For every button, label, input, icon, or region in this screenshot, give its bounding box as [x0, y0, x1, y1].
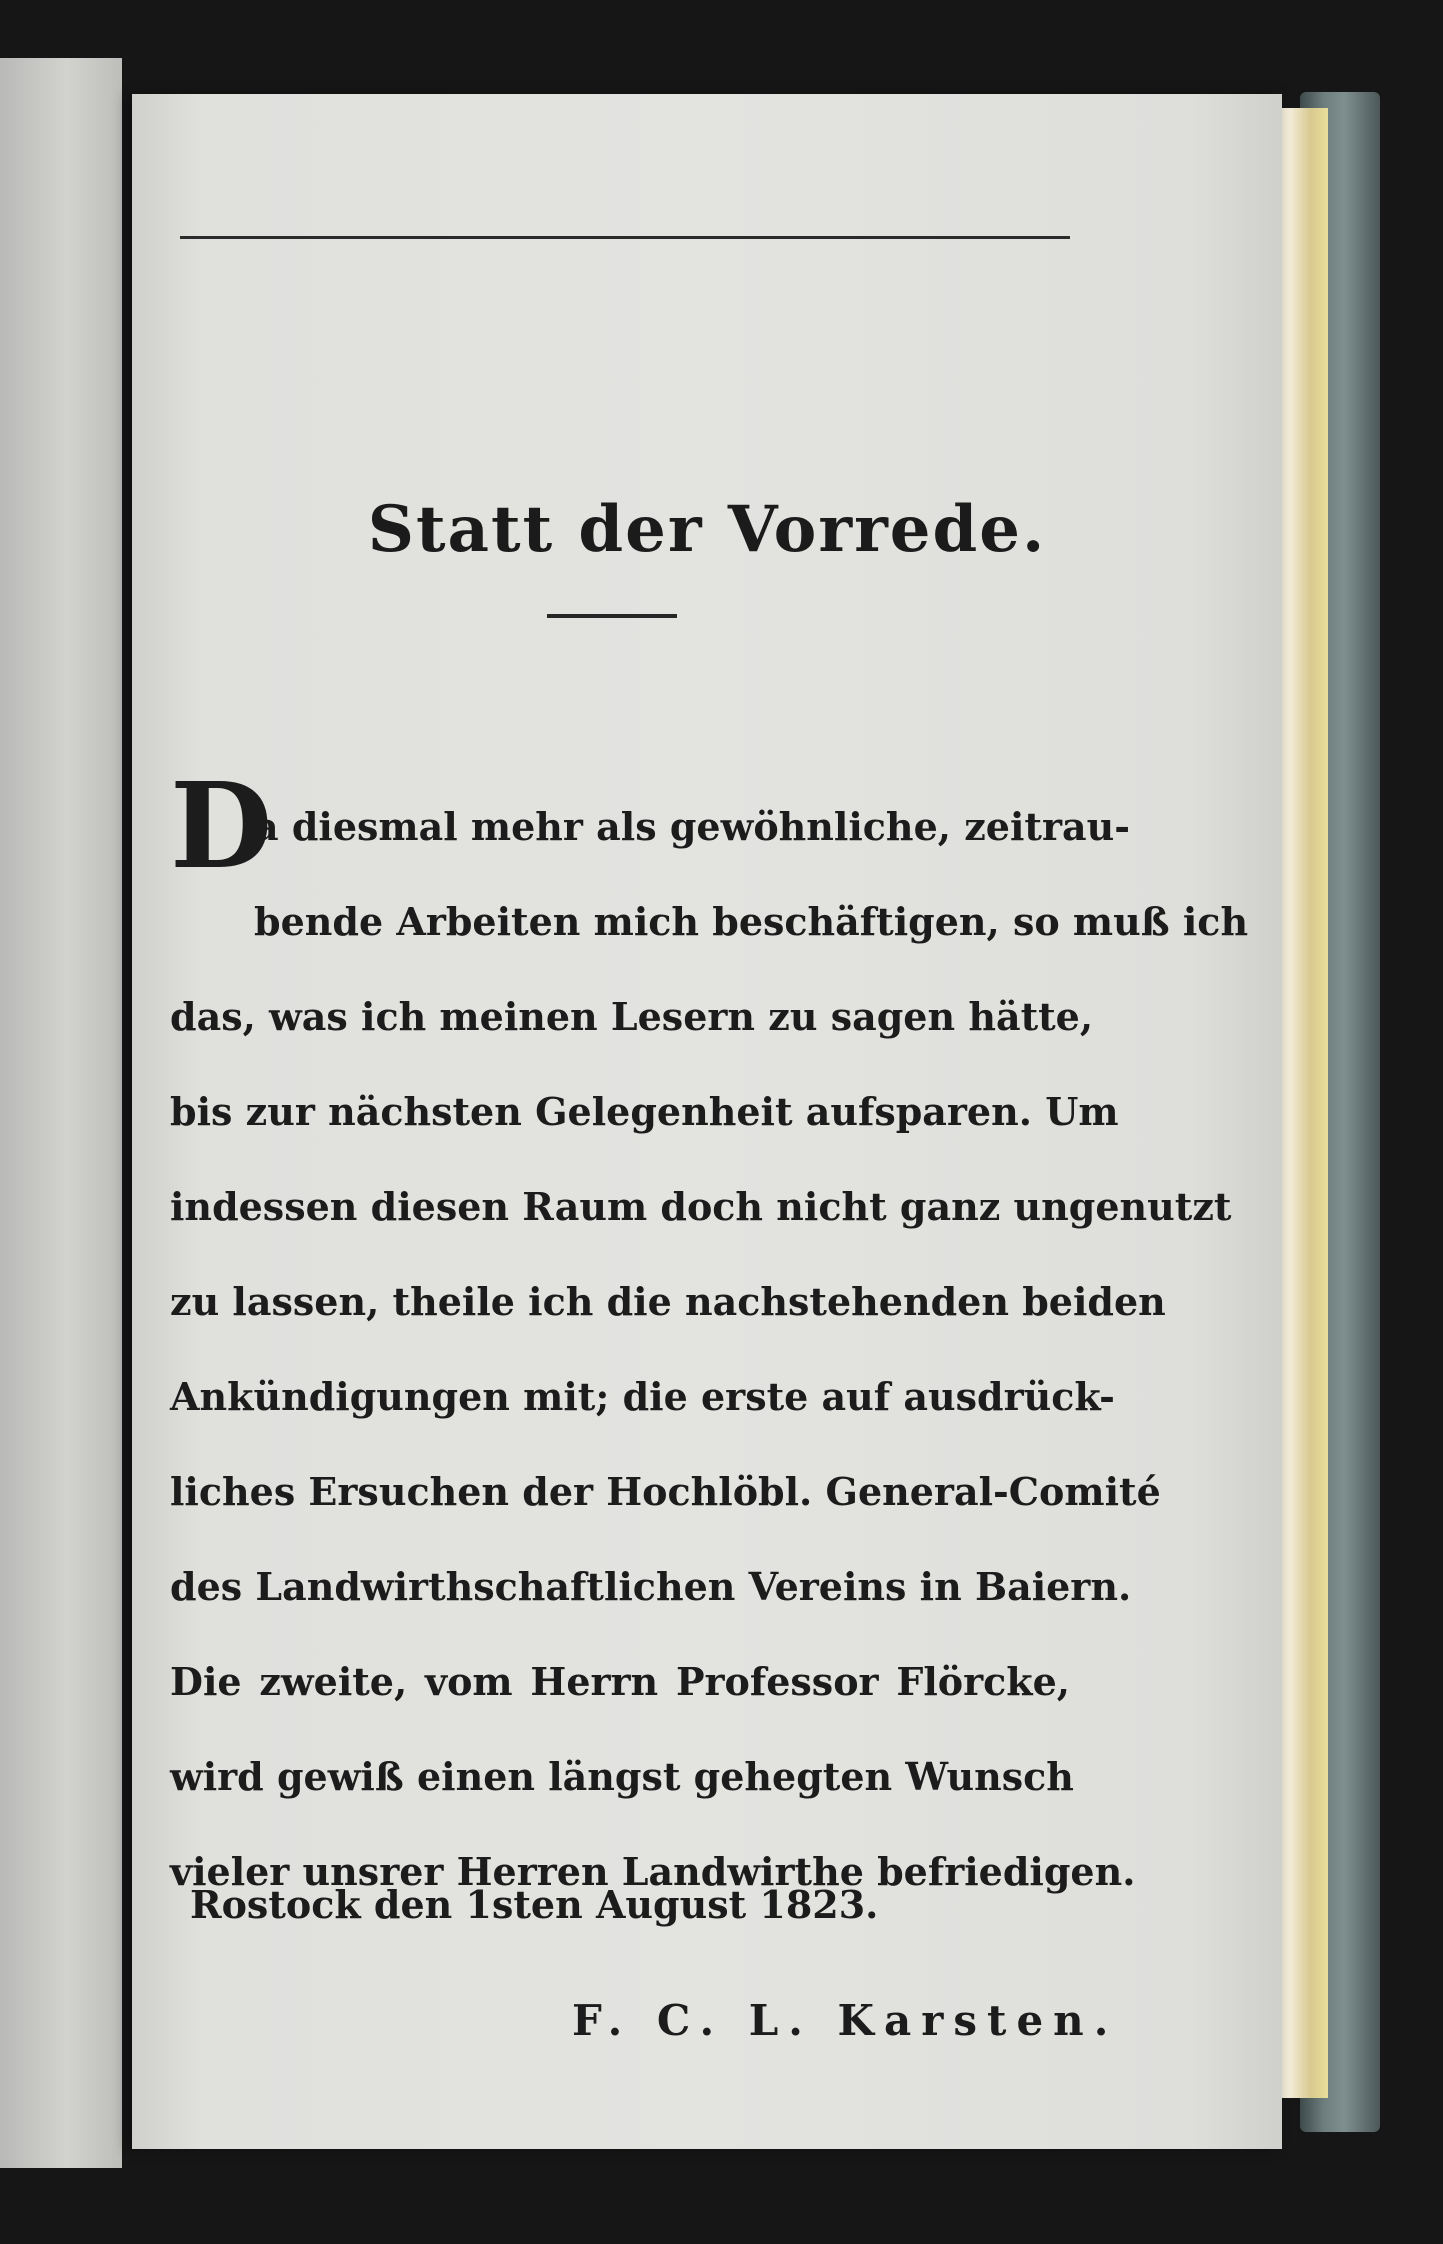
text-line: bende Arbeiten mich beschäftigen, so muß ich [254, 899, 1249, 944]
text-line: Ankündigungen mit; die erste auf ausdrück- [170, 1374, 1115, 1419]
text-line: a diesmal mehr als gewöhnliche, zeitrau- [254, 804, 1130, 849]
text-line: Die zweite, vom Herrn Professor Flörcke, [170, 1659, 1070, 1704]
text-line: zu lassen, theile ich die nachstehenden beiden [170, 1279, 1166, 1324]
facing-page-edge [0, 58, 122, 2168]
text-line: des Landwirthschaftlichen Vereins in Baiern. [170, 1564, 1132, 1609]
text-line: liches Ersuchen der Hochlöbl. General-Comité [170, 1469, 1161, 1514]
text-line: das, was ich meinen Lesern zu sagen hätte, [170, 994, 1094, 1039]
top-rule [180, 236, 1070, 239]
page-title: Statt der Vorrede. [367, 492, 1047, 567]
title-divider [547, 614, 677, 618]
text-line: indessen diesen Raum doch nicht ganz ungenutzt [170, 1184, 1232, 1229]
author-signature: F. C. L. Karsten. [572, 1996, 1119, 2045]
book-page [132, 94, 1282, 2149]
dateline: Rostock den 1sten August 1823. [190, 1882, 879, 1927]
drop-cap: D [170, 756, 273, 895]
text-line: bis zur nächsten Gelegenheit aufsparen. Um [170, 1089, 1119, 1134]
text-line: vieler unsrer Herren Landwirthe befriedigen. [170, 1849, 1136, 1894]
body-text [170, 756, 1249, 1919]
text-line: wird gewiß einen längst gehegten Wunsch [170, 1754, 1074, 1799]
